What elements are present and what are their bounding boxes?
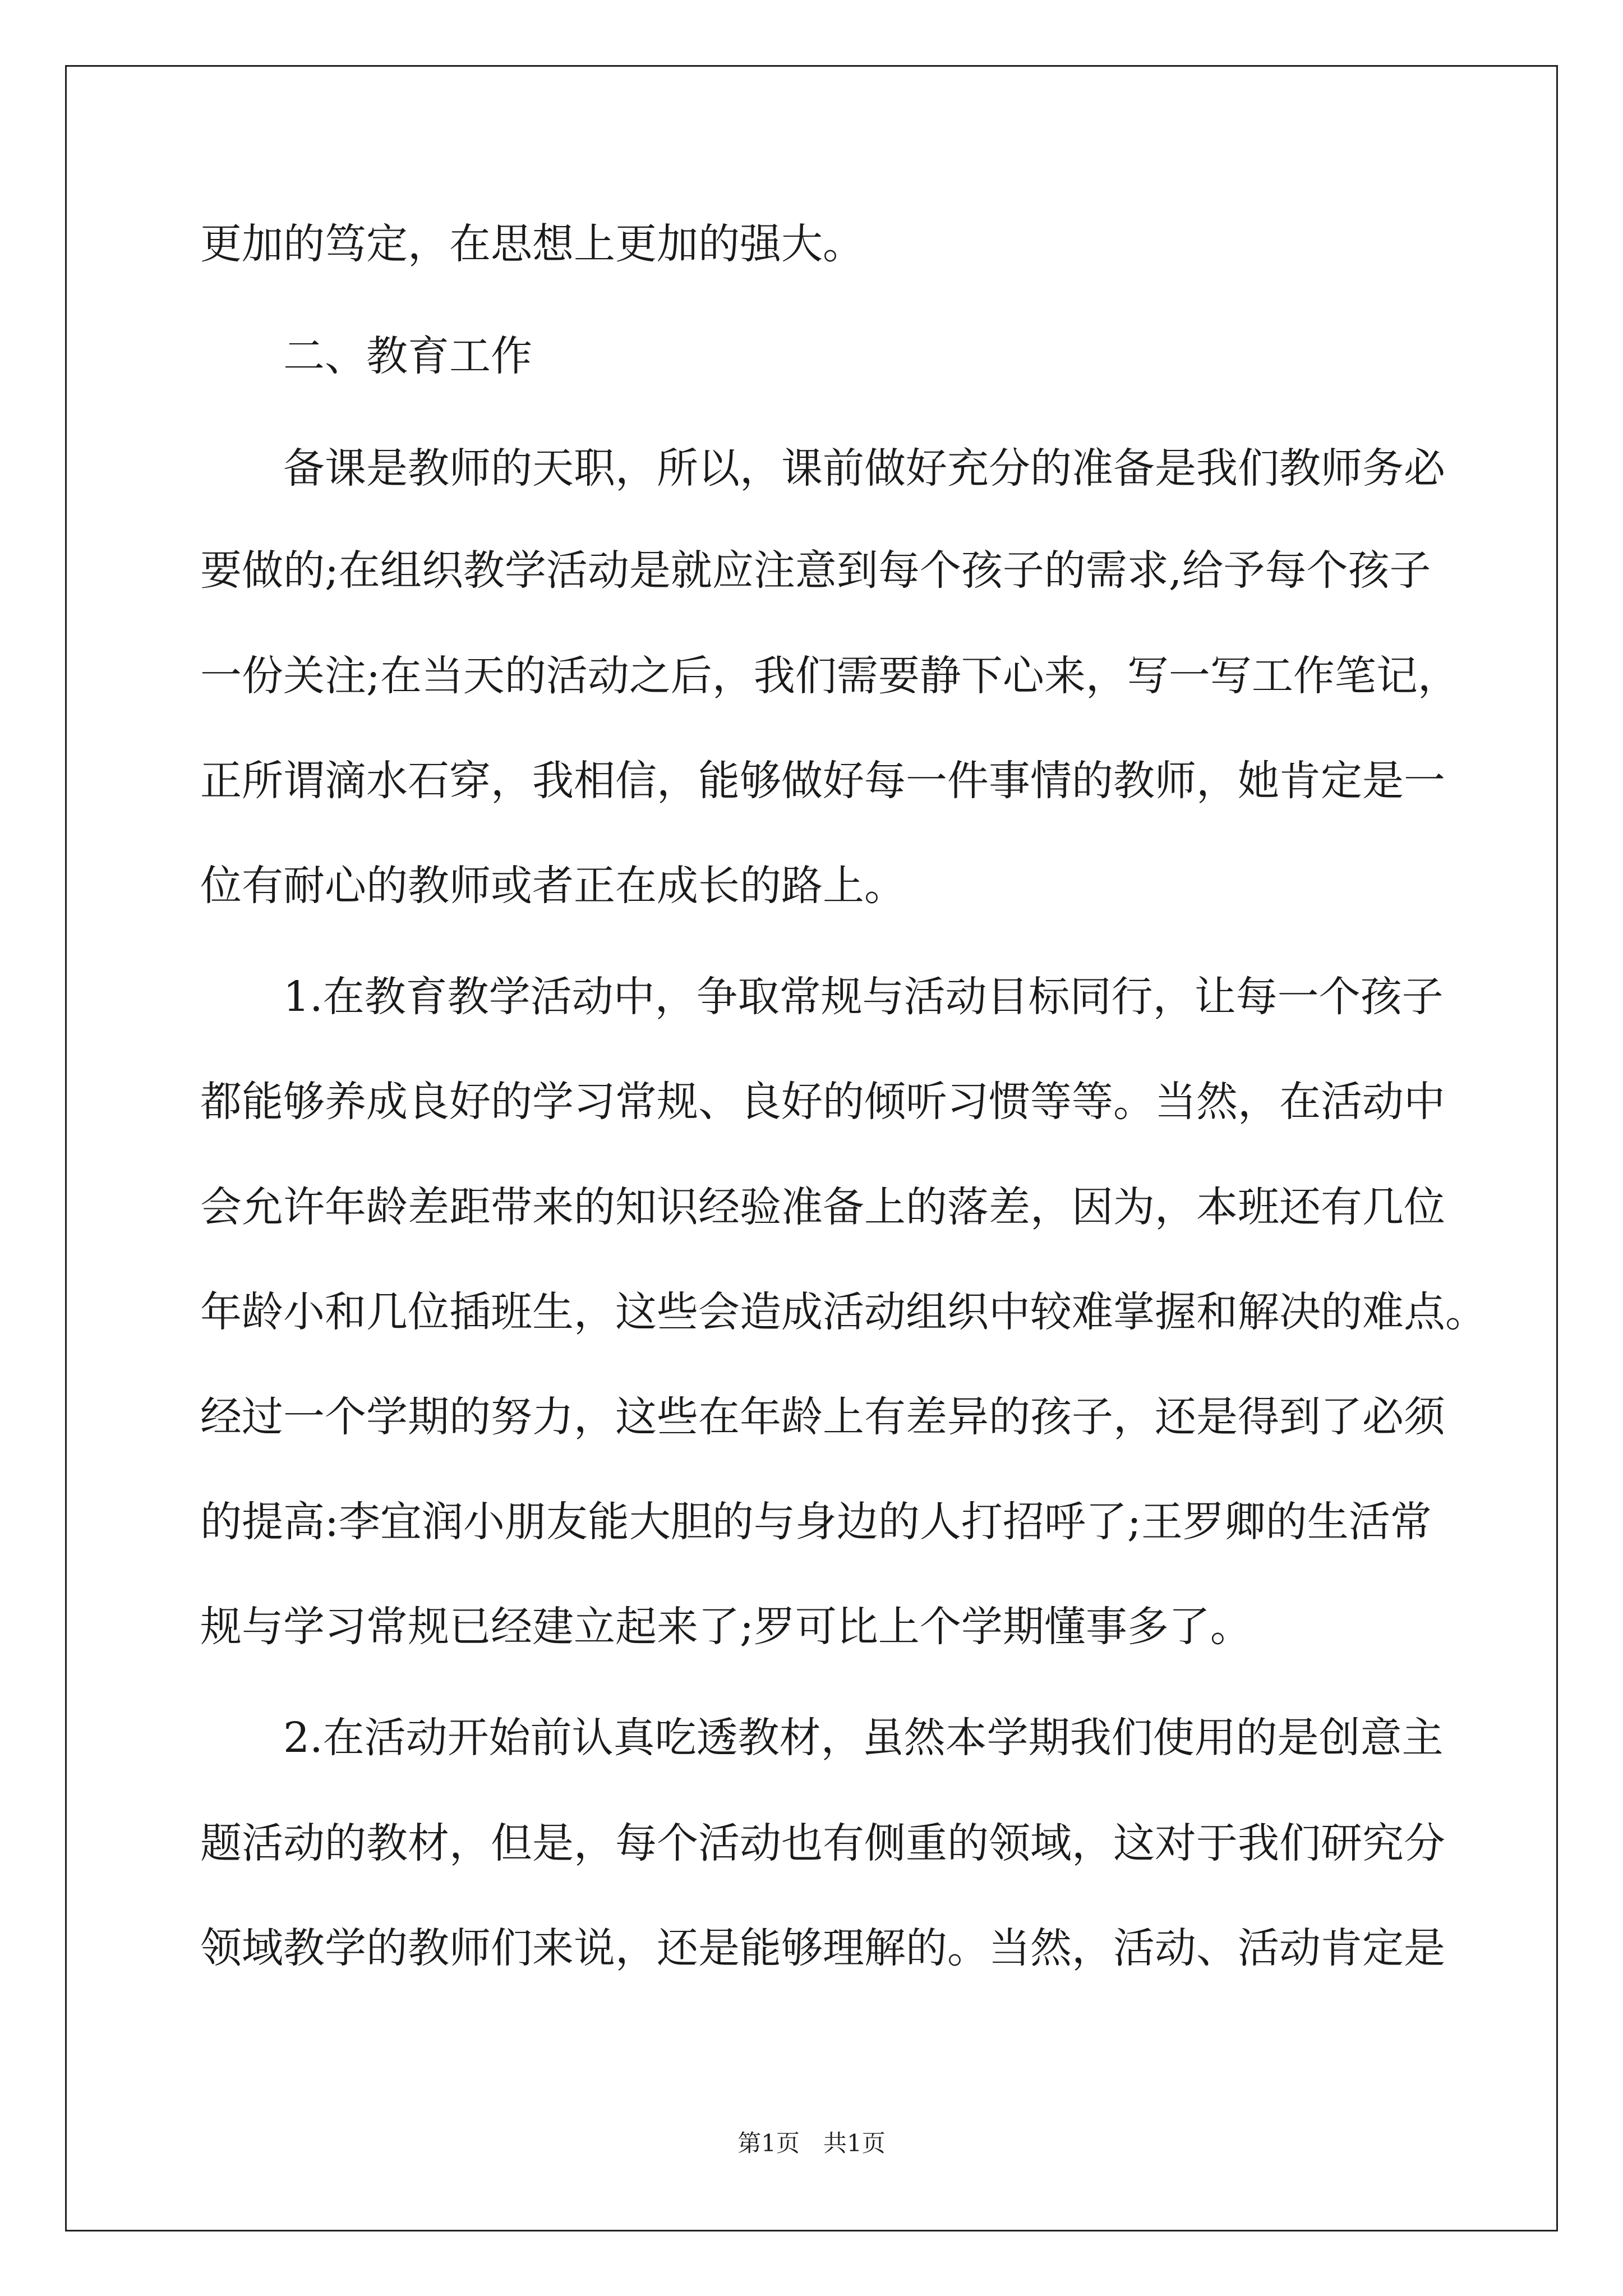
page-border: [65, 65, 1558, 2231]
text-line-1: 更加的笃定，在思想上更加的强大。: [200, 220, 864, 268]
text-line-9: 都能够养成良好的学习常规、良好的倾听习惯等等。当然，在活动中: [200, 1078, 1445, 1126]
text-line-11: 年龄小和几位插班生，这些会造成活动组织中较难掌握和解决的难点。: [200, 1288, 1487, 1336]
text-line-6: 正所谓滴水石穿，我相信，能够做好每一件事情的教师，她肯定是一: [200, 757, 1445, 805]
text-line-13: 的提高:李宜润小朋友能大胆的与身边的人打招呼了;王罗卿的生活常: [200, 1498, 1432, 1546]
text-line-4: 要做的;在组织教学活动是就应注意到每个孩子的需求,给予每个孩子: [200, 546, 1431, 595]
page-number-footer: 第1页 共1页: [737, 2129, 886, 2157]
text-line-5: 一份关注;在当天的活动之后，我们需要静下心来，写一写工作笔记，: [200, 652, 1459, 700]
section-heading: 二、教育工作: [283, 332, 532, 380]
text-line-14: 规与学习常规已经建立起来了;罗可比上个学期懂事多了。: [200, 1603, 1252, 1651]
text-line-10: 会允许年龄差距带来的知识经验准备上的落差，因为，本班还有几位: [200, 1183, 1445, 1231]
text-line-16: 题活动的教材，但是，每个活动也有侧重的领域，这对于我们研究分: [200, 1819, 1445, 1867]
text-line-3: 备课是教师的天职，所以，课前做好充分的准备是我们教师务必: [283, 444, 1445, 493]
text-line-12: 经过一个学期的努力，这些在年龄上有差异的孩子，还是得到了必须: [200, 1393, 1445, 1441]
text-line-7: 位有耐心的教师或者正在成长的路上。: [200, 862, 906, 910]
text-line-15: 2.在活动开始前认真吃透教材，虽然本学期我们使用的是创意主: [283, 1714, 1444, 1762]
text-line-8: 1.在教育教学活动中，争取常规与活动目标同行，让每一个孩子: [283, 973, 1444, 1021]
text-line-17: 领域教学的教师们来说，还是能够理解的。当然，活动、活动肯定是: [200, 1924, 1445, 1972]
